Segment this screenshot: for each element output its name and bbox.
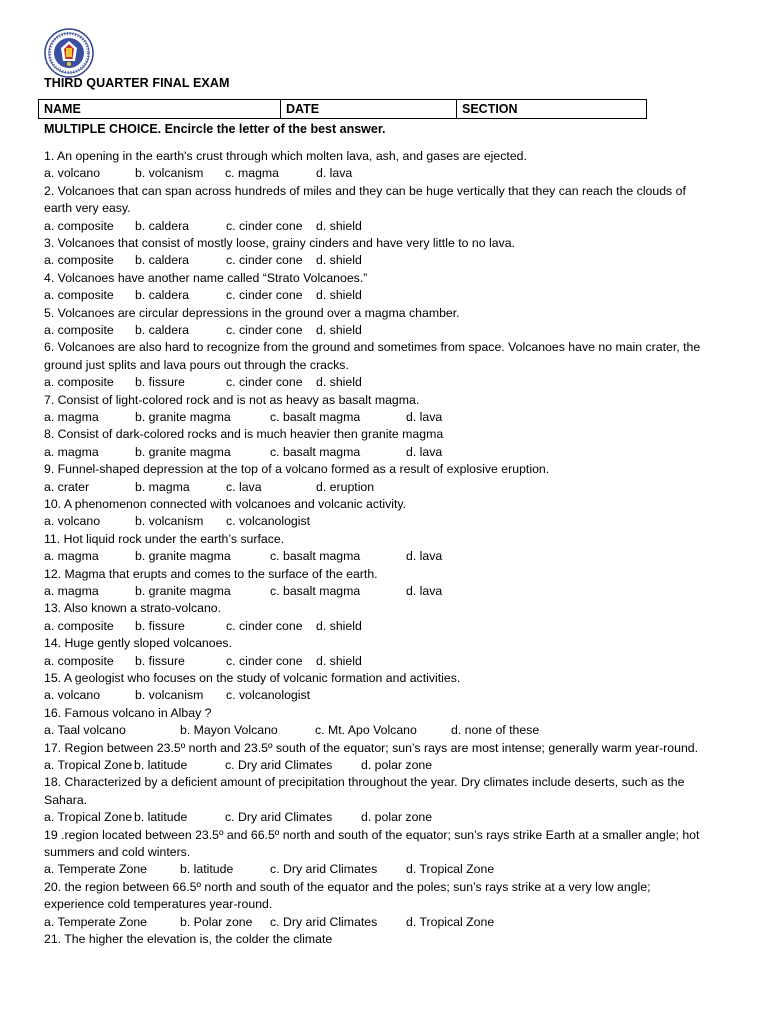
question-text: 3. Volcanoes that consist of mostly loose, grainy cinders and have very little to no lava. [44,236,515,250]
answer-options [44,914,714,931]
student-info-table [38,99,647,119]
question-text: 1. An opening in the earth's crust through which molten lava, ash, and gases are ejected. [44,149,527,163]
answer-option[interactable]: d. shield [316,653,362,668]
question-item [44,566,714,601]
answer-option[interactable]: a. volcano [44,514,101,529]
answer-option[interactable]: b. latitude [134,757,188,772]
answer-option[interactable]: a. Taal volcano [44,723,126,738]
deped-seal-logo [44,28,94,78]
question-text: 20. the region between 66.5º north and south of the equator and the poles; sun’s rays strike at a very low angle; experience cold temperatures year-round. [44,879,651,912]
name-field: NAME [39,100,281,118]
answer-option[interactable]: c. Mt. Apo Volcano [315,723,417,738]
answer-option[interactable]: c. basalt magma [270,444,361,459]
question-text: 4. Volcanoes have another name called “Strato Volcanoes.” [44,270,368,285]
instructions: MULTIPLE CHOICE. Encircle the letter of the best answer. [44,122,386,136]
answer-option[interactable]: c. cinder cone [226,253,303,268]
question-text: 11. Hot liquid rock under the earth’s surface. [44,531,285,546]
answer-option[interactable]: a. magma [44,410,99,424]
question-item [44,670,714,705]
answer-options [44,479,714,496]
answer-options [44,322,714,339]
answer-options [44,444,714,461]
question-item [44,392,714,427]
answer-option[interactable]: a. composite [44,375,114,390]
answer-option[interactable]: a. composite [44,323,114,337]
answer-option[interactable]: a. magma [44,583,99,598]
answer-option[interactable]: d. polar zone [361,757,433,772]
answer-option[interactable]: d. shield [316,253,362,268]
answer-options [44,687,714,704]
question-text: 15. A geologist who focuses on the study of volcanic formation and activities. [44,670,461,685]
answer-option[interactable]: d. lava [406,583,443,598]
answer-options [44,218,714,235]
answer-option[interactable]: d. shield [316,323,362,337]
answer-option[interactable]: b. granite magma [135,549,231,564]
answer-option[interactable]: b. caldera [135,288,190,303]
answer-option[interactable]: a. composite [44,618,114,633]
answer-option[interactable]: c. basalt magma [270,583,361,598]
question-text: 5. Volcanoes are circular depressions in the ground over a magma chamber. [44,305,460,320]
answer-option[interactable]: b. volcanism [135,166,204,181]
section-field: SECTION [462,102,518,116]
answer-option[interactable]: b. caldera [135,323,190,337]
answer-options [44,583,714,600]
question-item [44,235,714,270]
answer-option[interactable]: d. lava [406,410,443,424]
answer-option[interactable]: a. magma [44,444,99,459]
answer-option[interactable]: d. Tropical Zone [406,914,495,929]
answer-options [44,513,714,530]
answer-option[interactable]: c. lava [226,479,262,494]
answer-option[interactable]: a. composite [44,253,114,268]
answer-option[interactable]: b. fissure [135,618,185,633]
question-item [44,148,714,183]
exam-title: THIRD QUARTER FINAL EXAM [44,76,230,90]
answer-option[interactable]: c. magma [225,166,279,181]
question-item [44,600,714,635]
answer-option[interactable]: b. granite magma [135,410,231,424]
answer-option[interactable]: c. cinder cone [226,653,303,668]
question-text: 13. Also known a strato-volcano. [44,601,222,616]
answer-option[interactable]: d. Tropical Zone [406,862,495,877]
question-text: 2. Volcanoes that can span across hundreds of miles and they can be huge vertically that they can reach the clouds of earth very easy. [44,183,686,216]
answer-option[interactable]: d. shield [316,375,362,390]
question-text: 14. Huge gently sloped volcanoes. [44,636,232,651]
answer-option[interactable]: b. Polar zone [180,914,253,929]
answer-option[interactable]: d. polar zone [361,810,433,825]
question-item [44,635,714,670]
answer-option[interactable]: a. Tropical Zone [44,757,133,772]
question-text: 18. Characterized by a deficient amount of precipitation throughout the year. Dry climates include deserts, such as the Sahara. [44,775,685,807]
answer-option[interactable]: b. caldera [135,253,190,268]
answer-options [44,287,714,304]
question-item [44,426,714,461]
question-item [44,305,714,340]
answer-options [44,809,714,826]
question-item [44,827,714,879]
answer-option[interactable]: c. Dry arid Climates [225,757,333,772]
date-field: DATE [281,100,457,118]
answer-option[interactable]: d. lava [406,444,443,459]
answer-option[interactable]: c. basalt magma [270,549,361,564]
answer-option[interactable]: a. Temperate Zone [44,914,147,929]
question-item [44,774,714,826]
question-text: 10. A phenomenon connected with volcanoes and volcanic activity. [44,496,407,511]
answer-options [44,757,714,774]
question-text: 16. Famous volcano in Albay ? [44,705,212,720]
question-item [44,879,714,931]
answer-option[interactable]: d. eruption [316,479,375,494]
question-text: 6. Volcanoes are also hard to recognize from the ground and sometimes from space. Volcanoes have no main crater, the ground just splits and lava pours out through the cracks. [44,340,701,372]
answer-option[interactable]: a. volcano [44,688,101,703]
question-text: 19 .region located between 23.5º and 66.5º north and south of the equator; sun’s rays strike Earth at a smaller angle; hot summers and cold winters. [44,827,700,859]
question-text: 8. Consist of dark-colored rocks and is much heavier then granite magma [44,427,444,442]
answer-option[interactable]: c. volcanologist [226,514,311,529]
question-text: 12. Magma that erupts and comes to the surface of the earth. [44,566,378,581]
answer-options [44,653,714,670]
answer-options [44,548,714,565]
answer-option[interactable]: c. Dry arid Climates [270,914,378,929]
question-list [44,148,714,948]
answer-options [44,374,714,391]
answer-option[interactable]: a. composite [44,653,114,668]
answer-option[interactable]: b. granite magma [135,444,231,459]
answer-option[interactable]: c. cinder cone [226,323,303,337]
answer-option[interactable]: a. composite [44,288,114,303]
answer-option[interactable]: c. basalt magma [270,410,361,424]
answer-option[interactable]: c. cinder cone [226,288,303,303]
answer-option[interactable]: b. fissure [135,653,185,668]
answer-option[interactable]: a. Tropical Zone [44,810,133,825]
answer-option[interactable]: b. fissure [135,375,185,390]
answer-option[interactable]: d. shield [316,218,362,233]
answer-option[interactable]: a. volcano [44,166,101,181]
question-item [44,705,714,740]
answer-option[interactable]: b. granite magma [135,583,231,598]
question-item [44,339,714,391]
answer-option[interactable]: a. magma [44,549,99,564]
question-item [44,270,714,305]
question-item [44,183,714,235]
answer-options [44,618,714,635]
question-item [44,531,714,566]
answer-option[interactable]: b. latitude [180,862,234,877]
answer-options [44,165,714,182]
answer-option[interactable]: c. cinder cone [226,618,303,633]
answer-option[interactable]: d. shield [316,618,362,633]
answer-option[interactable]: c. volcanologist [226,688,311,703]
answer-option[interactable]: d. none of these [451,723,540,738]
answer-option[interactable]: d. shield [316,288,362,303]
answer-option[interactable]: b. magma [135,479,190,494]
question-text: 21. The higher the elevation is, the colder the climate [44,931,333,946]
answer-option[interactable]: a. Temperate Zone [44,862,147,877]
question-text: 9. Funnel-shaped depression at the top of a volcano formed as a result of explosive eruption. [44,462,550,477]
answer-option[interactable]: a. composite [44,218,114,233]
answer-options [44,409,714,426]
answer-option[interactable]: b. volcanism [135,688,204,703]
answer-options [44,861,714,878]
answer-option[interactable]: c. cinder cone [226,218,303,233]
answer-option[interactable]: b. volcanism [135,514,204,529]
answer-option[interactable]: c. cinder cone [226,375,303,390]
answer-option[interactable]: b. caldera [135,218,190,233]
answer-option[interactable]: d. lava [316,166,353,181]
question-text: 17. Region between 23.5º north and 23.5º south of the equator; sun’s rays are most intense; generally warm year-round. [44,740,699,755]
question-item [44,931,714,948]
answer-option[interactable]: c. Dry arid Climates [270,862,378,877]
answer-option[interactable]: b. Mayon Volcano [180,723,278,738]
answer-option[interactable]: a. crater [44,479,90,494]
question-item [44,740,714,775]
question-item [44,461,714,496]
question-text: 7. Consist of light-colored rock and is not as heavy as basalt magma. [44,392,420,407]
question-item [44,496,714,531]
answer-option[interactable]: c. Dry arid Climates [225,810,333,825]
answer-option[interactable]: b. latitude [134,810,188,825]
answer-option[interactable]: d. lava [406,549,443,564]
answer-options [44,252,714,269]
answer-options [44,722,714,739]
